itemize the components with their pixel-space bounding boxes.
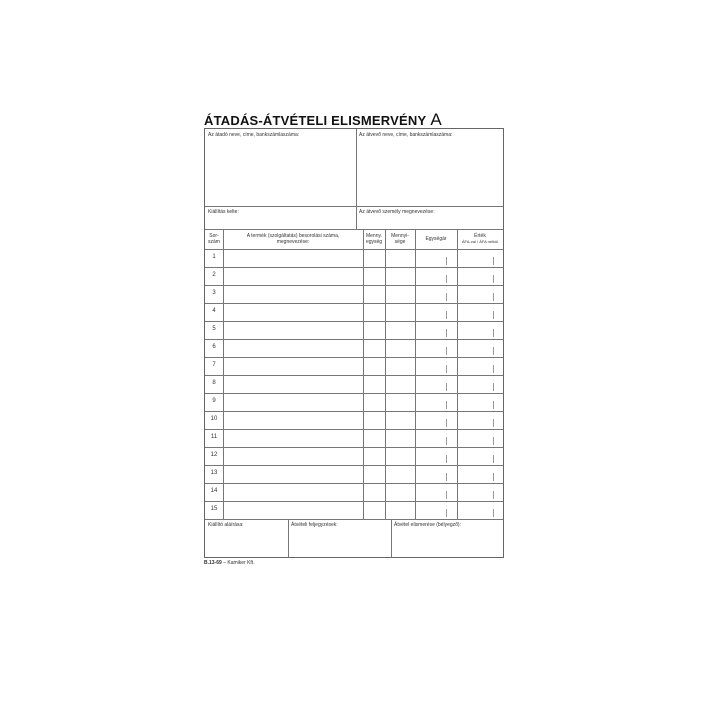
receipt-form <box>204 128 504 558</box>
signature-divider-2 <box>391 519 392 557</box>
parties-section-bottom-line <box>205 229 503 230</box>
row-number: 5 <box>212 326 216 332</box>
form-code: B.13-69 <box>204 560 222 566</box>
document-title <box>204 110 442 130</box>
col-seq-divider <box>223 229 224 519</box>
value-decimal-tick <box>493 311 494 319</box>
value-decimal-tick <box>493 383 494 391</box>
parties-address-bottom-line <box>205 206 503 207</box>
value-decimal-tick <box>493 365 494 373</box>
table-row-line <box>205 285 503 286</box>
row-number: 2 <box>212 272 216 278</box>
price-decimal-tick <box>446 509 447 517</box>
row-number: 8 <box>212 380 216 386</box>
document-variant: A <box>430 110 442 129</box>
table-row-line <box>205 501 503 502</box>
value-decimal-tick <box>493 419 494 427</box>
table-row-line <box>205 465 503 466</box>
value-decimal-tick <box>493 473 494 481</box>
price-decimal-tick <box>446 293 447 301</box>
table-row-line <box>205 447 503 448</box>
price-decimal-tick <box>446 257 447 265</box>
table-row-line <box>205 429 503 430</box>
price-decimal-tick <box>446 419 447 427</box>
price-decimal-tick <box>446 437 447 445</box>
receiver-label: Az átvevő neve, címe, bankszámlaszáma: <box>359 132 453 138</box>
table-row-line <box>205 357 503 358</box>
row-number: 15 <box>210 506 218 512</box>
row-number: 1 <box>212 254 216 260</box>
price-decimal-tick <box>446 401 447 409</box>
value-decimal-tick <box>493 347 494 355</box>
price-decimal-tick <box>446 383 447 391</box>
table-row-line <box>205 267 503 268</box>
price-decimal-tick <box>446 275 447 283</box>
table-header-bottom-line <box>205 249 503 250</box>
row-number: 13 <box>210 470 218 476</box>
value-decimal-tick <box>493 509 494 517</box>
col-seq-header: Sor- szám <box>208 233 220 245</box>
table-row-line <box>205 321 503 322</box>
col-value-header: Érték ÁFA-val / ÁFA nélkül <box>461 233 499 244</box>
price-decimal-tick <box>446 347 447 355</box>
price-decimal-tick <box>446 365 447 373</box>
col-unit-price-header: Egységár <box>425 236 447 242</box>
price-decimal-tick <box>446 473 447 481</box>
row-number: 10 <box>210 416 218 422</box>
row-number: 3 <box>212 290 216 296</box>
document-title-text: ÁTADÁS-ÁTVÉTELI ELISMERVÉNY <box>204 113 427 128</box>
value-decimal-tick <box>493 329 494 337</box>
col-price-divider <box>457 229 458 519</box>
value-decimal-tick <box>493 275 494 283</box>
table-row-line <box>205 393 503 394</box>
table-row-line <box>205 483 503 484</box>
value-decimal-tick <box>493 455 494 463</box>
table-bottom-line <box>205 519 503 520</box>
receiver-person-label: Az átvevő személy megnevezése: <box>359 209 435 215</box>
row-number: 4 <box>212 308 216 314</box>
sender-label: Az átadó neve, címe, bankszámlaszáma: <box>208 132 300 138</box>
row-number: 9 <box>212 398 216 404</box>
issue-date-label: Kiállítás kelte: <box>208 209 239 215</box>
value-decimal-tick <box>493 293 494 301</box>
col-unit-header: Menny. egység <box>365 233 383 245</box>
value-decimal-tick <box>493 437 494 445</box>
form-footer <box>204 560 255 566</box>
price-decimal-tick <box>446 329 447 337</box>
publisher-name: – Kamiker Kft. <box>223 560 255 566</box>
row-number: 11 <box>210 434 218 440</box>
col-unit-divider <box>385 229 386 519</box>
parties-divider <box>356 129 357 229</box>
col-product-divider <box>363 229 364 519</box>
price-decimal-tick <box>446 455 447 463</box>
table-row-line <box>205 339 503 340</box>
signature-divider-1 <box>288 519 289 557</box>
issuer-signature-label: Kiállító aláírása: <box>208 522 244 528</box>
row-number: 14 <box>210 488 218 494</box>
table-row-line <box>205 303 503 304</box>
row-number: 6 <box>212 344 216 350</box>
price-decimal-tick <box>446 311 447 319</box>
value-decimal-tick <box>493 491 494 499</box>
value-decimal-tick <box>493 401 494 409</box>
value-decimal-tick <box>493 257 494 265</box>
table-row-line <box>205 411 503 412</box>
row-number: 7 <box>212 362 216 368</box>
acknowledgement-label: Átvétel elismerése (bélyegző): <box>394 522 461 528</box>
notes-label: Átvételi feljegyzések: <box>291 522 338 528</box>
row-number: 12 <box>210 452 218 458</box>
col-qty-header: Mennyi- sége <box>391 233 409 245</box>
price-decimal-tick <box>446 491 447 499</box>
col-product-header: A termék (szolgáltatás) besorolási száma, megnevezése: <box>246 233 340 245</box>
col-qty-divider <box>415 229 416 519</box>
table-row-line <box>205 375 503 376</box>
